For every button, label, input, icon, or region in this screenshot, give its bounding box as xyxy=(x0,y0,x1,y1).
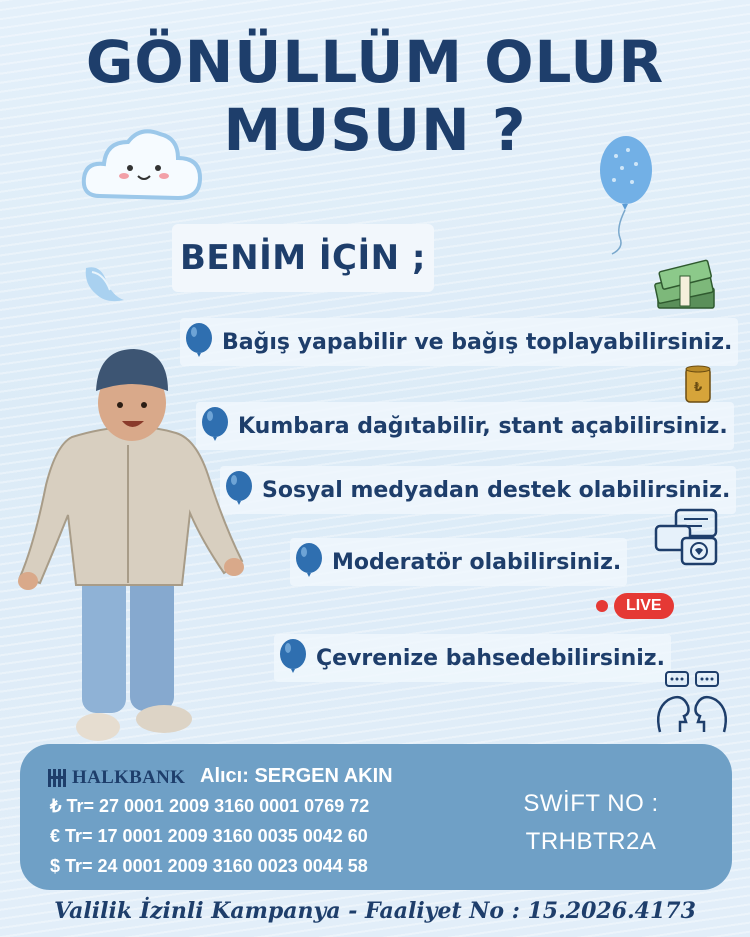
live-badge xyxy=(596,590,678,622)
list-item xyxy=(274,634,671,682)
halkbank-logo-text: HALKBANK xyxy=(72,767,186,788)
list-item-text: Bağış yapabilir ve bağış toplayabilirsiniz. xyxy=(222,329,733,355)
balloon-icon xyxy=(278,638,308,678)
iban-try: ₺ Tr= 27 0001 2009 3160 0001 0769 72 xyxy=(50,796,370,816)
halkbank-logo xyxy=(46,766,185,790)
list-item xyxy=(290,538,627,586)
iban-eur: € Tr= 17 0001 2009 3160 0035 0042 60 xyxy=(50,826,368,846)
child-photo xyxy=(12,345,246,745)
list-item-text: Kumbara dağıtabilir, stant açabilirsiniz. xyxy=(238,413,728,439)
live-dot xyxy=(596,600,608,612)
coin-symbol: ₺ xyxy=(693,380,703,394)
cloud-icon xyxy=(78,118,206,208)
swift-code: TRHBTR2A xyxy=(525,828,657,855)
swift-label: SWİFT NO : xyxy=(523,790,659,817)
list-item xyxy=(180,318,738,366)
balloon-icon xyxy=(294,542,324,582)
money-icon xyxy=(652,258,718,314)
subtitle: BENİM İÇİN ; xyxy=(179,238,427,278)
balloon-icon xyxy=(588,128,658,256)
list-item xyxy=(196,402,734,450)
list-item-text: Moderatör olabilirsiniz. xyxy=(332,549,622,575)
campaign-permit-footer: Valilik İzinli Kampanya - Faaliyet No : 15.2026.4173 xyxy=(54,898,696,924)
title-line-2: MUSUN ? xyxy=(223,96,527,164)
title-line-1: GÖNÜLLÜM OLUR xyxy=(85,28,665,96)
iban-usd: $ Tr= 24 0001 2009 3160 0023 0044 58 xyxy=(50,856,368,876)
recipient-name: Alıcı: SERGEN AKIN xyxy=(200,765,393,787)
coin-can-icon xyxy=(684,364,712,406)
list-item-text: Sosyal medyadan destek olabilirsiniz. xyxy=(262,477,731,503)
live-label: LIVE xyxy=(614,593,674,619)
subtitle-box xyxy=(172,224,434,292)
chat-icon xyxy=(652,506,722,570)
people-talking-icon xyxy=(652,670,732,736)
heart-drop-icon xyxy=(78,258,128,304)
halkbank-logo-icon xyxy=(46,766,70,790)
list-item-text: Çevrenize bahsedebilirsiniz. xyxy=(316,645,665,671)
